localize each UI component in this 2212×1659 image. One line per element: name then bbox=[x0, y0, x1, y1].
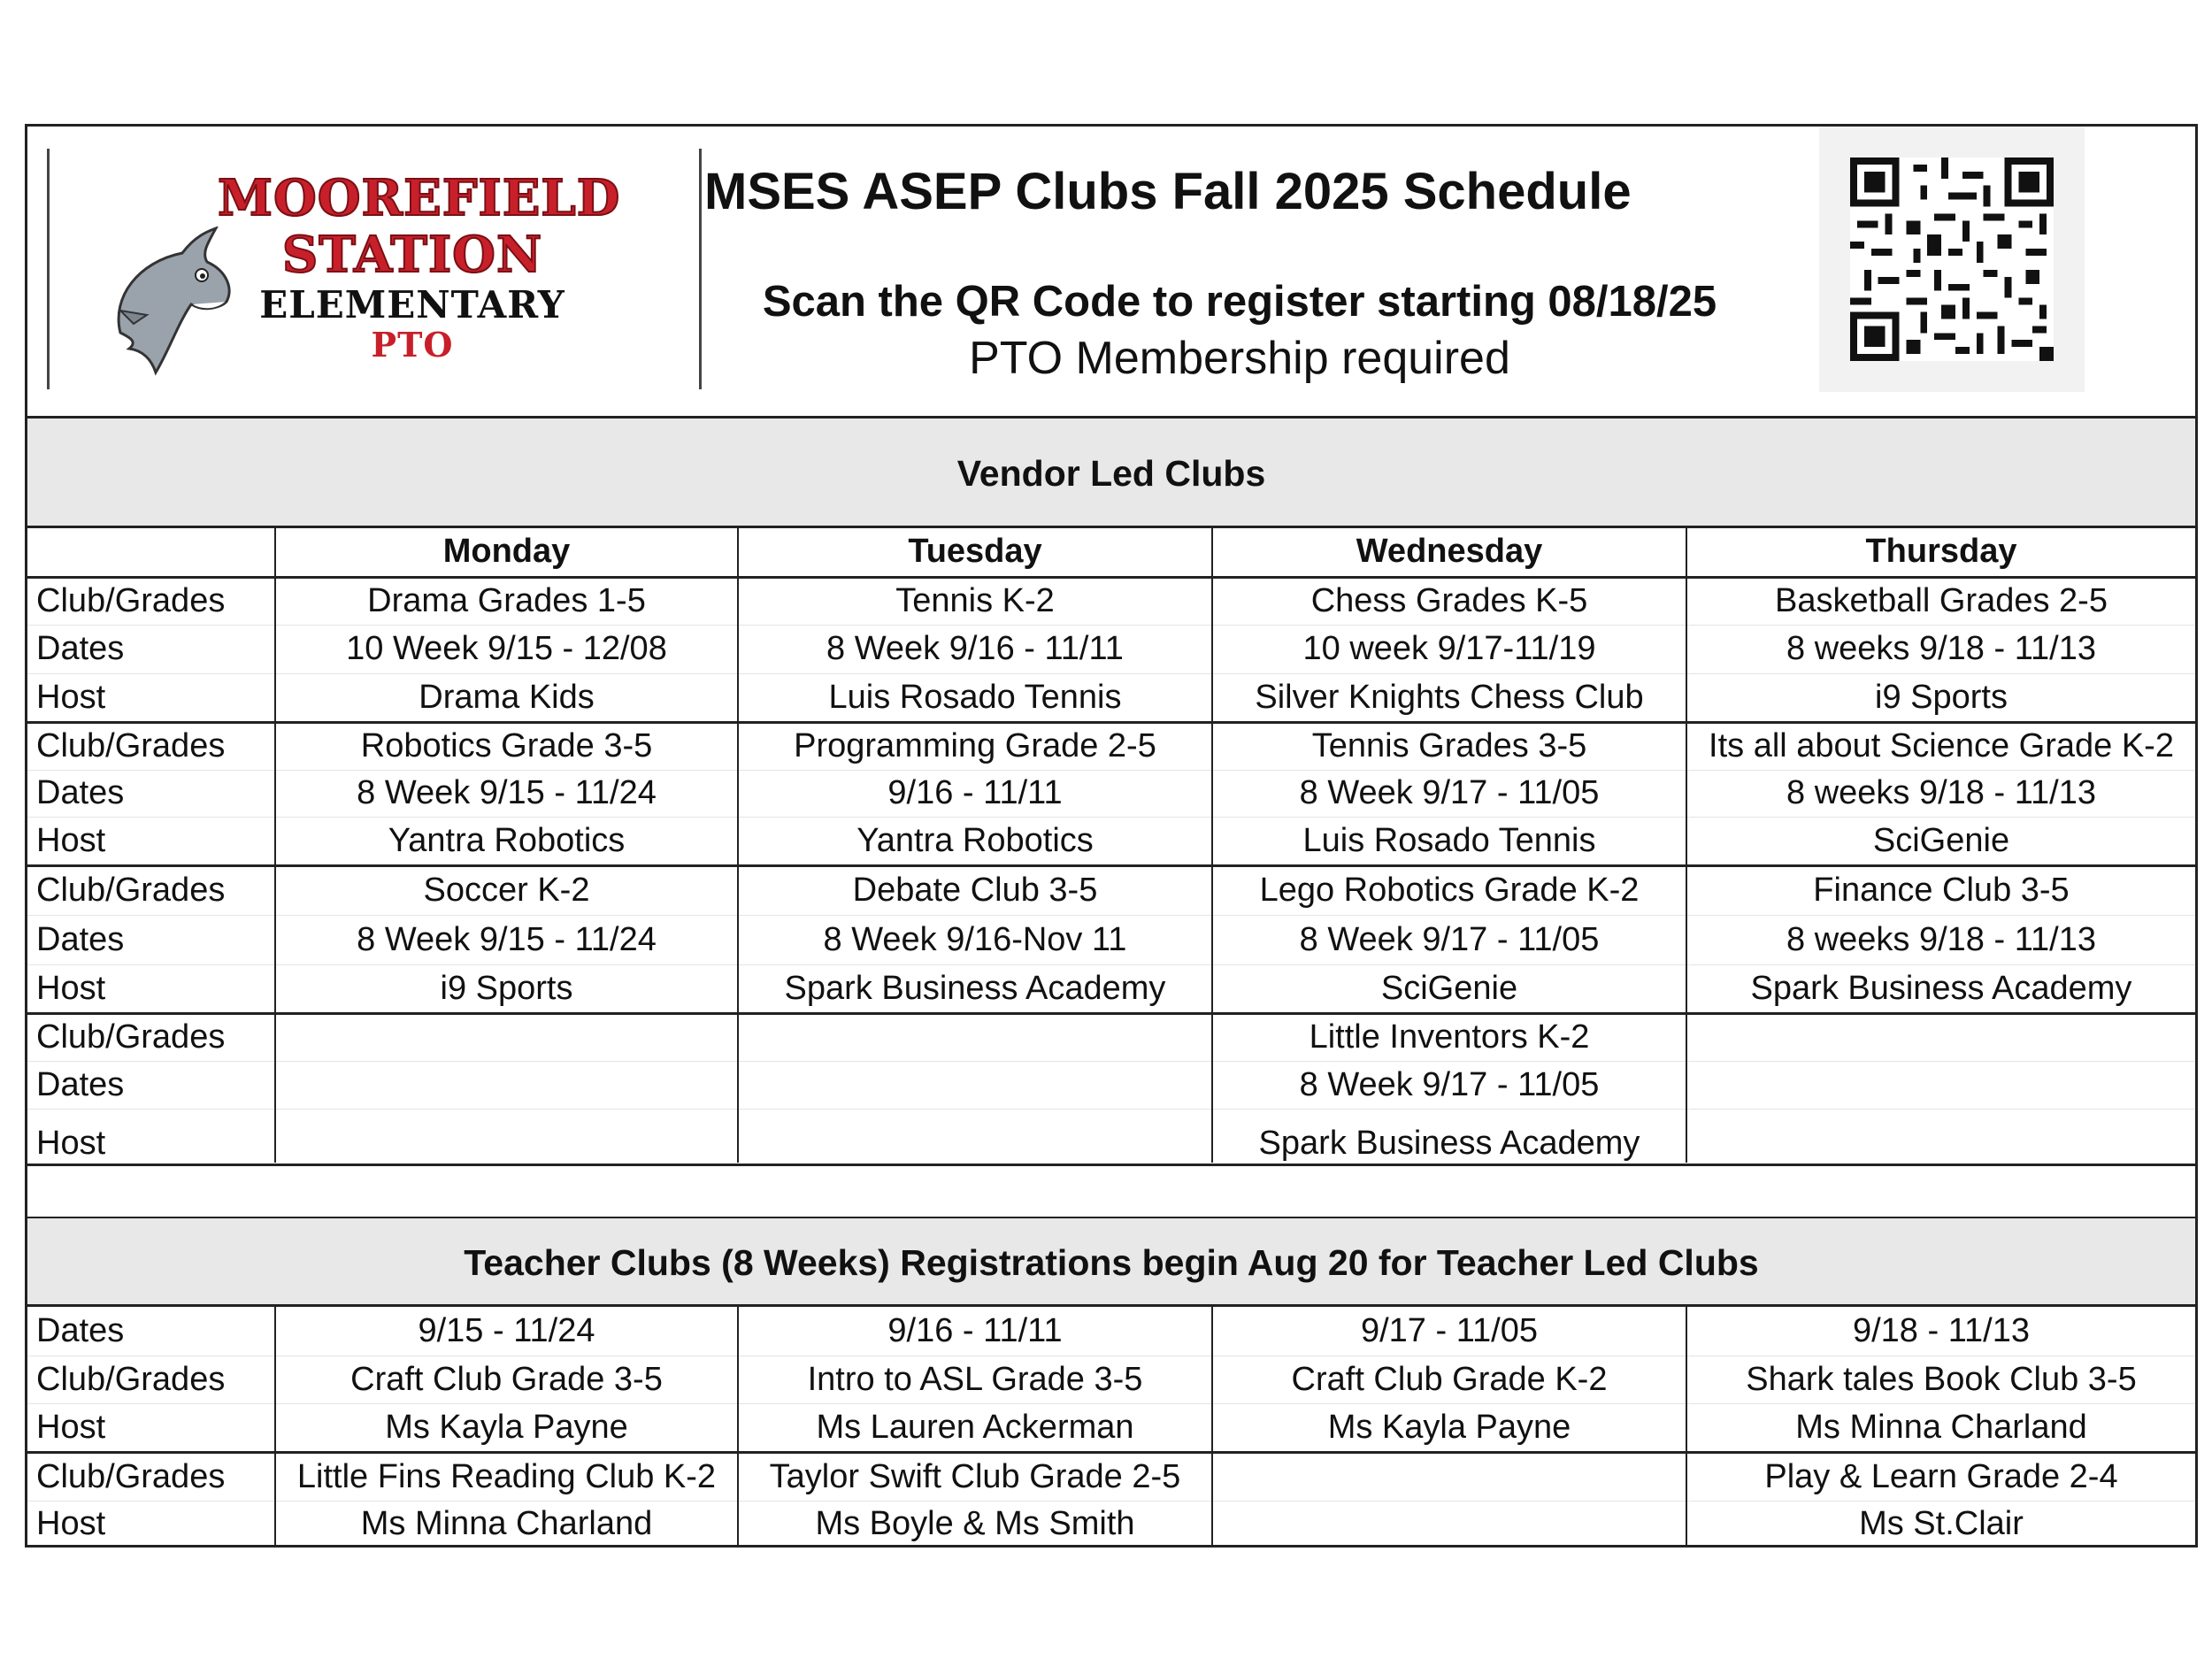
vendor-clubs-table bbox=[27, 528, 2195, 1163]
table-cell: 8 Week 9/17 - 11/05 bbox=[1212, 1061, 1686, 1109]
table-cell: Little Inventors K-2 bbox=[1212, 1013, 1686, 1061]
schedule-header bbox=[27, 127, 2195, 419]
table-cell: 10 week 9/17-11/19 bbox=[1212, 625, 1686, 673]
table-cell: Its all about Science Grade K-2 bbox=[1686, 722, 2195, 770]
table-row bbox=[27, 964, 2195, 1013]
table-row bbox=[27, 1452, 2195, 1501]
table-cell bbox=[275, 1061, 738, 1109]
table-cell: i9 Sports bbox=[1686, 673, 2195, 722]
table-cell: 8 Week 9/17 - 11/05 bbox=[1212, 770, 1686, 817]
pto-logo bbox=[47, 149, 702, 389]
day-header-thursday: Thursday bbox=[1686, 528, 2195, 577]
row-label: Club/Grades bbox=[27, 1356, 275, 1403]
table-row bbox=[27, 1013, 2195, 1061]
table-row bbox=[27, 1501, 2195, 1548]
qr-code[interactable] bbox=[1819, 127, 2085, 392]
row-label: Dates bbox=[36, 1311, 125, 1349]
table-cell: Little Fins Reading Club K-2 bbox=[275, 1452, 738, 1501]
table-cell: Craft Club Grade K-2 bbox=[1212, 1356, 1686, 1403]
table-cell bbox=[275, 1013, 738, 1061]
table-cell: 8 weeks 9/18 - 11/13 bbox=[1686, 915, 2195, 964]
table-cell: Taylor Swift Club Grade 2-5 bbox=[738, 1452, 1212, 1501]
table-cell: Ms Kayla Payne bbox=[275, 1403, 738, 1452]
table-cell: Spark Business Academy bbox=[1212, 1109, 1686, 1163]
table-cell: Play & Learn Grade 2-4 bbox=[1686, 1452, 2195, 1501]
table-cell: Programming Grade 2-5 bbox=[738, 722, 1212, 770]
table-cell: 9/15 - 11/24 bbox=[275, 1307, 738, 1356]
weekday-header-row bbox=[27, 528, 2195, 577]
table-cell: Ms Boyle & Ms Smith bbox=[738, 1501, 1212, 1548]
table-cell: 8 Week 9/15 - 11/24 bbox=[275, 915, 738, 964]
table-cell: Spark Business Academy bbox=[738, 964, 1212, 1013]
table-cell: Spark Business Academy bbox=[1686, 964, 2195, 1013]
table-cell bbox=[1212, 1452, 1686, 1501]
table-cell bbox=[1212, 1501, 1686, 1548]
row-label: Host bbox=[27, 817, 275, 865]
day-header-tuesday: Tuesday bbox=[738, 528, 1212, 577]
table-cell: Drama Grades 1-5 bbox=[275, 577, 738, 625]
table-row bbox=[27, 1109, 2195, 1163]
table-cell bbox=[275, 1109, 738, 1163]
table-cell bbox=[1686, 1109, 2195, 1163]
row-label: Host bbox=[27, 1403, 275, 1452]
table-row bbox=[27, 915, 2195, 964]
table-row bbox=[27, 1061, 2195, 1109]
day-header-blank bbox=[27, 528, 275, 577]
table-row bbox=[27, 1356, 2195, 1403]
membership-note: PTO Membership required bbox=[969, 333, 1510, 384]
row-label: Club/Grades bbox=[27, 1013, 275, 1061]
table-row bbox=[27, 1403, 2195, 1452]
teacher-clubs-table bbox=[27, 1307, 2195, 1548]
table-cell: Debate Club 3-5 bbox=[738, 865, 1212, 915]
table-cell: 9/18 - 11/13 bbox=[1686, 1307, 2195, 1356]
day-header-wednesday: Wednesday bbox=[1212, 528, 1686, 577]
table-cell: 8 Week 9/16-Nov 11 bbox=[738, 915, 1212, 964]
table-cell: SciGenie bbox=[1686, 817, 2195, 865]
qr-code-icon bbox=[1850, 157, 2054, 361]
table-cell: 8 Week 9/15 - 11/24 bbox=[275, 770, 738, 817]
table-row bbox=[27, 673, 2195, 722]
table-cell bbox=[1686, 1061, 2195, 1109]
table-row bbox=[27, 577, 2195, 625]
table-cell: Yantra Robotics bbox=[738, 817, 1212, 865]
row-label: Host bbox=[27, 673, 275, 722]
day-header-monday: Monday bbox=[275, 528, 738, 577]
table-cell: Intro to ASL Grade 3-5 bbox=[738, 1356, 1212, 1403]
vendor-clubs-heading: Vendor Led Clubs bbox=[27, 419, 2195, 528]
schedule-sheet bbox=[25, 124, 2198, 1548]
table-cell: Tennis K-2 bbox=[738, 577, 1212, 625]
table-cell: Luis Rosado Tennis bbox=[1212, 817, 1686, 865]
table-cell: Ms Minna Charland bbox=[275, 1501, 738, 1548]
page-title: MSES ASEP Clubs Fall 2025 Schedule bbox=[704, 163, 1632, 220]
table-cell: Ms Kayla Payne bbox=[1212, 1403, 1686, 1452]
table-cell: Shark tales Book Club 3-5 bbox=[1686, 1356, 2195, 1403]
row-label: Club/Grades bbox=[27, 1452, 275, 1501]
table-cell: Silver Knights Chess Club bbox=[1212, 673, 1686, 722]
section-spacer bbox=[27, 1164, 2195, 1218]
table-cell: Ms St.Clair bbox=[1686, 1501, 2195, 1548]
row-label: Host bbox=[27, 964, 275, 1013]
table-cell: 8 weeks 9/18 - 11/13 bbox=[1686, 625, 2195, 673]
table-cell: SciGenie bbox=[1212, 964, 1686, 1013]
table-cell: 9/16 - 11/11 bbox=[738, 770, 1212, 817]
table-row bbox=[27, 865, 2195, 915]
table-cell: i9 Sports bbox=[275, 964, 738, 1013]
table-cell: 9/16 - 11/11 bbox=[738, 1307, 1212, 1356]
table-row bbox=[27, 625, 2195, 673]
row-label: Host bbox=[27, 1109, 275, 1163]
table-cell: Craft Club Grade 3-5 bbox=[275, 1356, 738, 1403]
registration-note: Scan the QR Code to register starting 08/18/25 bbox=[762, 278, 1717, 326]
table-row bbox=[27, 817, 2195, 865]
table-cell: Chess Grades K-5 bbox=[1212, 577, 1686, 625]
table-cell: Finance Club 3-5 bbox=[1686, 865, 2195, 915]
row-label: Dates bbox=[27, 625, 275, 673]
table-cell: Yantra Robotics bbox=[275, 817, 738, 865]
table-cell: 8 weeks 9/18 - 11/13 bbox=[1686, 770, 2195, 817]
table-cell bbox=[1686, 1013, 2195, 1061]
table-cell: Drama Kids bbox=[275, 673, 738, 722]
row-label: Club/Grades bbox=[27, 865, 275, 915]
table-row bbox=[27, 1307, 2195, 1356]
row-label: Club/Grades bbox=[27, 722, 275, 770]
table-cell: Ms Lauren Ackerman bbox=[738, 1403, 1212, 1452]
table-cell: 8 Week 9/16 - 11/11 bbox=[738, 625, 1212, 673]
table-cell bbox=[738, 1013, 1212, 1061]
teacher-clubs-heading: Teacher Clubs (8 Weeks) Registrations begin Aug 20 for Teacher Led Clubs bbox=[27, 1218, 2195, 1307]
table-cell: Lego Robotics Grade K-2 bbox=[1212, 865, 1686, 915]
table-cell: Luis Rosado Tennis bbox=[738, 673, 1212, 722]
table-cell: Soccer K-2 bbox=[275, 865, 738, 915]
logo-line-elementary: ELEMENTARY bbox=[259, 283, 565, 326]
table-row bbox=[27, 770, 2195, 817]
row-label: Host bbox=[27, 1501, 275, 1548]
table-cell: Robotics Grade 3-5 bbox=[275, 722, 738, 770]
table-row bbox=[27, 722, 2195, 770]
table-cell: Tennis Grades 3-5 bbox=[1212, 722, 1686, 770]
table-cell: 10 Week 9/15 - 12/08 bbox=[275, 625, 738, 673]
table-cell: 8 Week 9/17 - 11/05 bbox=[1212, 915, 1686, 964]
table-cell: Basketball Grades 2-5 bbox=[1686, 577, 2195, 625]
table-cell bbox=[738, 1061, 1212, 1109]
logo-line-pto: PTO bbox=[371, 325, 454, 365]
shark-mascot-icon bbox=[103, 227, 235, 381]
table-cell bbox=[738, 1109, 1212, 1163]
logo-line-station: STATION bbox=[281, 226, 543, 284]
table-cell: Ms Minna Charland bbox=[1686, 1403, 2195, 1452]
row-label: Dates bbox=[27, 770, 275, 817]
row-label: Dates bbox=[27, 915, 275, 964]
table-cell: 9/17 - 11/05 bbox=[1212, 1307, 1686, 1356]
row-label: Dates bbox=[27, 1061, 275, 1109]
row-label: Club/Grades bbox=[27, 577, 275, 625]
logo-line-moorefield: MOOREFIELD bbox=[218, 169, 621, 227]
